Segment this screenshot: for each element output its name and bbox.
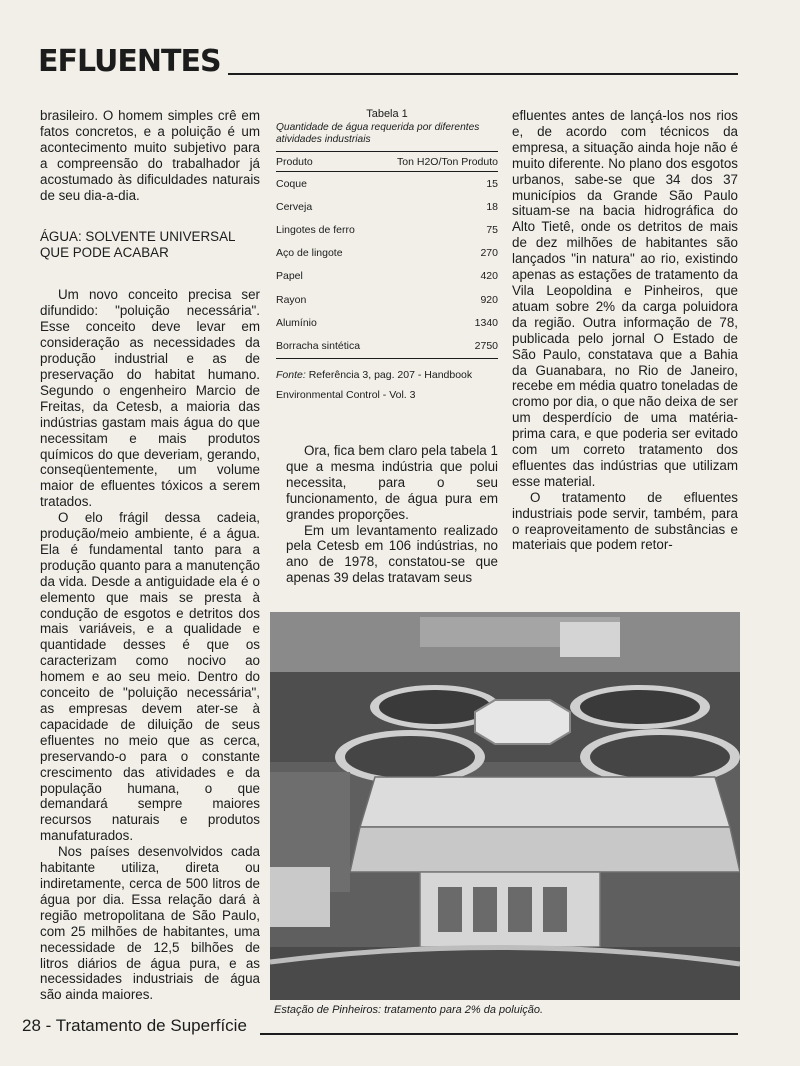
paragraph: brasileiro. O homem simples crê em fatos concretos, e a poluição é um acontecimento muito subjetivo para a compreensão do trabalhador já acostumado às dificuldades naturais de seu dia-a-dia. <box>40 108 260 203</box>
cell-value: 920 <box>480 293 498 306</box>
table-row <box>276 218 498 241</box>
table-source <box>276 358 498 405</box>
source-text: Referência 3, pag. 207 - Handbook Environmental Control - Vol. 3 <box>276 368 473 401</box>
cell-value: 270 <box>480 247 498 260</box>
cell-product: Rayon <box>276 293 307 306</box>
column-header-product: Produto <box>276 156 313 168</box>
column-middle <box>286 443 498 586</box>
header-rule <box>228 73 738 75</box>
source-label: Fonte: <box>276 368 306 381</box>
section-title: EFLUENTES <box>38 44 221 79</box>
table-row <box>276 334 498 357</box>
footer-rule <box>260 1033 738 1035</box>
cell-value: 75 <box>486 223 498 236</box>
paragraph: Um novo conceito precisa ser difundido: "poluição necessária". Esse conceito deve levar em consideração as necessidades da produção industrial e as de preservação do habitat humano. Segundo o engenheiro Marcio de Freitas, da Cetesb, a maioria das indústrias gastam mais água do que necessitam e mais produtos químicos do que deveriam, gerando, conseqüentemente, um volume maior de efluentes tóxicos a serem tratados. <box>40 287 260 510</box>
column-header-unit: Ton H2O/Ton Produto <box>397 156 498 168</box>
cell-product: Coque <box>276 177 307 190</box>
paragraph: O elo frágil dessa cadeia, produção/meio ambiente, é a água. Ela é fundamental tanto para a produção quanto para a manutenção da vida. Desde a antiguidade ela é o elemento que mais se presta à condução de esgotos e detritos dos mais variáveis, e a qualidade e quantidade desses é que os caracterizam como nocivo ao homem e ao seu meio. Dentro do conceito de "poluição necessária", as empresas devem ater-se à capacidade de diluição de seus efluentes no meio que as cerca, preservando-o para o constante crescimento das atividades e da população humana, o que demandará sempre maiores recursos naturais e produtos manufaturados. <box>40 510 260 844</box>
cell-product: Papel <box>276 270 303 283</box>
column-left <box>40 108 260 1003</box>
table-subtitle: Quantidade de água requerida por diferentes atividades industriais <box>276 122 480 145</box>
cell-value: 18 <box>486 200 498 213</box>
table-row <box>276 195 498 218</box>
page-header <box>38 44 738 84</box>
treatment-plant-photo <box>270 612 740 1000</box>
section-heading: ÁGUA: SOLVENTE UNIVERSAL QUE PODE ACABAR <box>40 229 235 261</box>
cell-product: Aço de lingote <box>276 247 343 260</box>
table-row <box>276 288 498 311</box>
page-footer <box>22 1016 738 1040</box>
table-row <box>276 172 498 195</box>
table-body <box>276 172 498 358</box>
table-row <box>276 311 498 334</box>
cell-value: 420 <box>480 270 498 283</box>
page-number-label: 28 - Tratamento de Superfície <box>22 1016 247 1035</box>
cell-product: Alumínio <box>276 316 317 329</box>
paragraph: Em um levantamento realizado pela Cetesb em 106 indústrias, no ano de 1978, constatou-se que apenas 39 delas tratavam seus <box>286 522 498 586</box>
cell-value: 2750 <box>474 339 498 352</box>
table-row <box>276 242 498 265</box>
column-right <box>512 108 738 553</box>
cell-value: 15 <box>486 177 498 190</box>
cell-product: Lingotes de ferro <box>276 223 355 236</box>
cell-product: Cerveja <box>276 200 313 213</box>
cell-product: Borracha sintética <box>276 339 361 352</box>
cell-value: 1340 <box>474 316 498 329</box>
paragraph: efluentes antes de lançá-los nos rios e, de acordo com técnicos da empresa, a situação ainda hoje não é muito diferente. No plano dos esgotos urbanos, sabe-se que 34 dos 37 municípios da Grande São Paulo situam-se na bacia hidrográfica do Alto Tietê, onde os detritos de mais de dez milhões de habitantes são lançados "in natura" ao rio, existindo apenas as estações de tratamento da Vila Leopoldina e Pinheiros, que atuam sobre 2% da carga poluidora da região. Outra informação de 78, publicada pelo jornal O Estado de São Paulo, constatava que a Bahia da Guanabara, no Rio de Janeiro, recebe em média quatro toneladas de cromo por dia, o que não deixa de ser um desperdício de uma matéria-prima cara, e que poderia ser evitado com um correto tratamento dos efluentes das indústrias que utilizam esse material. <box>512 108 738 489</box>
paragraph: O tratamento de efluentes industriais pode servir, também, para o reaproveitamento de substâncias e materiais que podem retor- <box>512 489 738 553</box>
water-usage-table <box>276 108 498 405</box>
table-header <box>276 151 498 172</box>
table-caption: Tabela 1 <box>366 108 408 120</box>
paragraph: Nos países desenvolvidos cada habitante utiliza, direta ou indiretamente, cerca de 500 litros de água por dia. Essa relação dará à região metropolitana de São Paulo, com 25 milhões de habitantes, uma necessidade de 12,5 bilhões de litros diários de água pura, e as necessidades industriais de água são ainda maiores. <box>40 844 260 1003</box>
paragraph: Ora, fica bem claro pela tabela 1 que a mesma indústria que polui necessita, para o seu funcionamento, de água pura em grandes proporções. <box>286 443 498 522</box>
photo-caption: Estação de Pinheiros: tratamento para 2% da poluição. <box>274 1004 544 1016</box>
table-row <box>276 265 498 288</box>
